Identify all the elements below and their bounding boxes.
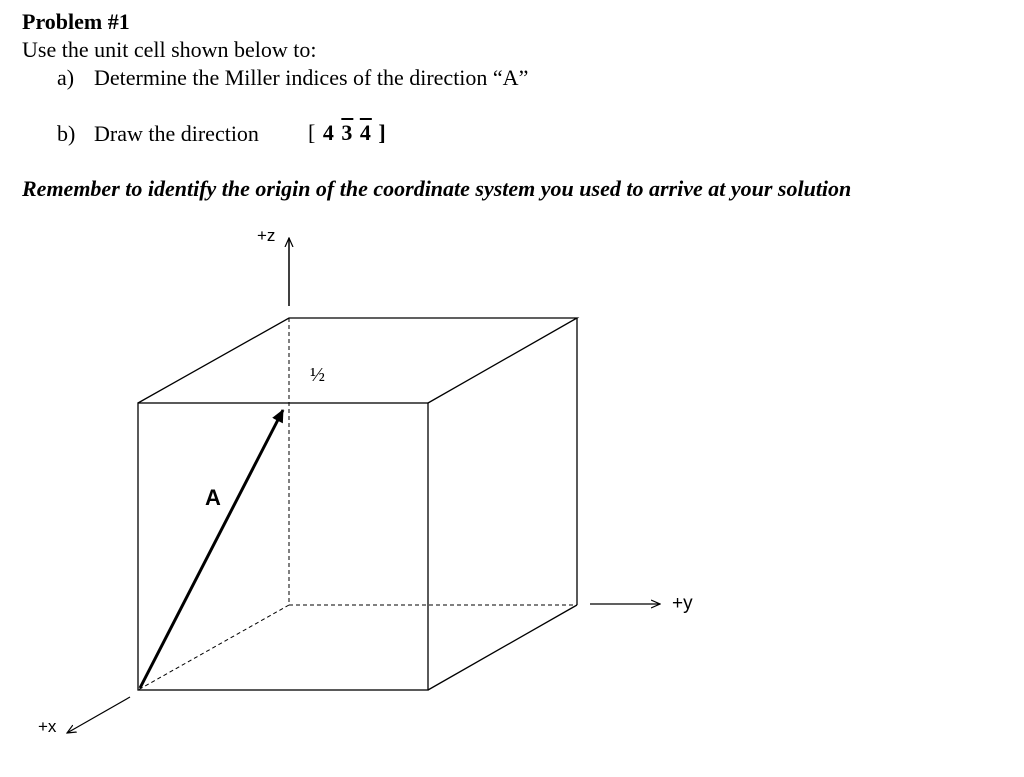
miller-open-bracket: [ [308, 120, 317, 145]
miller-index-k: 3 [341, 120, 354, 145]
part-a-label: a) [57, 65, 75, 90]
top-face-edges [138, 318, 577, 403]
part-a-text: Determine the Miller indices of the direction “A” [94, 65, 529, 90]
miller-index-h: 4 [322, 120, 335, 145]
hidden-edges [138, 318, 577, 690]
vector-a-label: A [205, 485, 221, 510]
part-b-text: Draw the direction [94, 121, 259, 146]
x-axis-label: +x [38, 717, 57, 736]
front-face [138, 403, 428, 690]
y-axis-label: +y [672, 593, 693, 614]
cube-edges [138, 318, 577, 690]
vector-a-arrow [140, 410, 283, 688]
half-label: ½ [310, 364, 325, 386]
z-axis-label: +z [257, 226, 276, 245]
problem-title: Problem #1 [22, 9, 130, 34]
bottom-right-edge [428, 605, 577, 690]
part-b-label: b) [57, 121, 76, 146]
x-axis-arrow [67, 697, 130, 733]
problem-intro: Use the unit cell shown below to: [22, 37, 317, 62]
miller-close-bracket: ] [378, 120, 387, 145]
origin-note: Remember to identify the origin of the coordinate system you used to arrive at your solution [22, 176, 852, 201]
miller-index-l: 4 [359, 120, 372, 145]
